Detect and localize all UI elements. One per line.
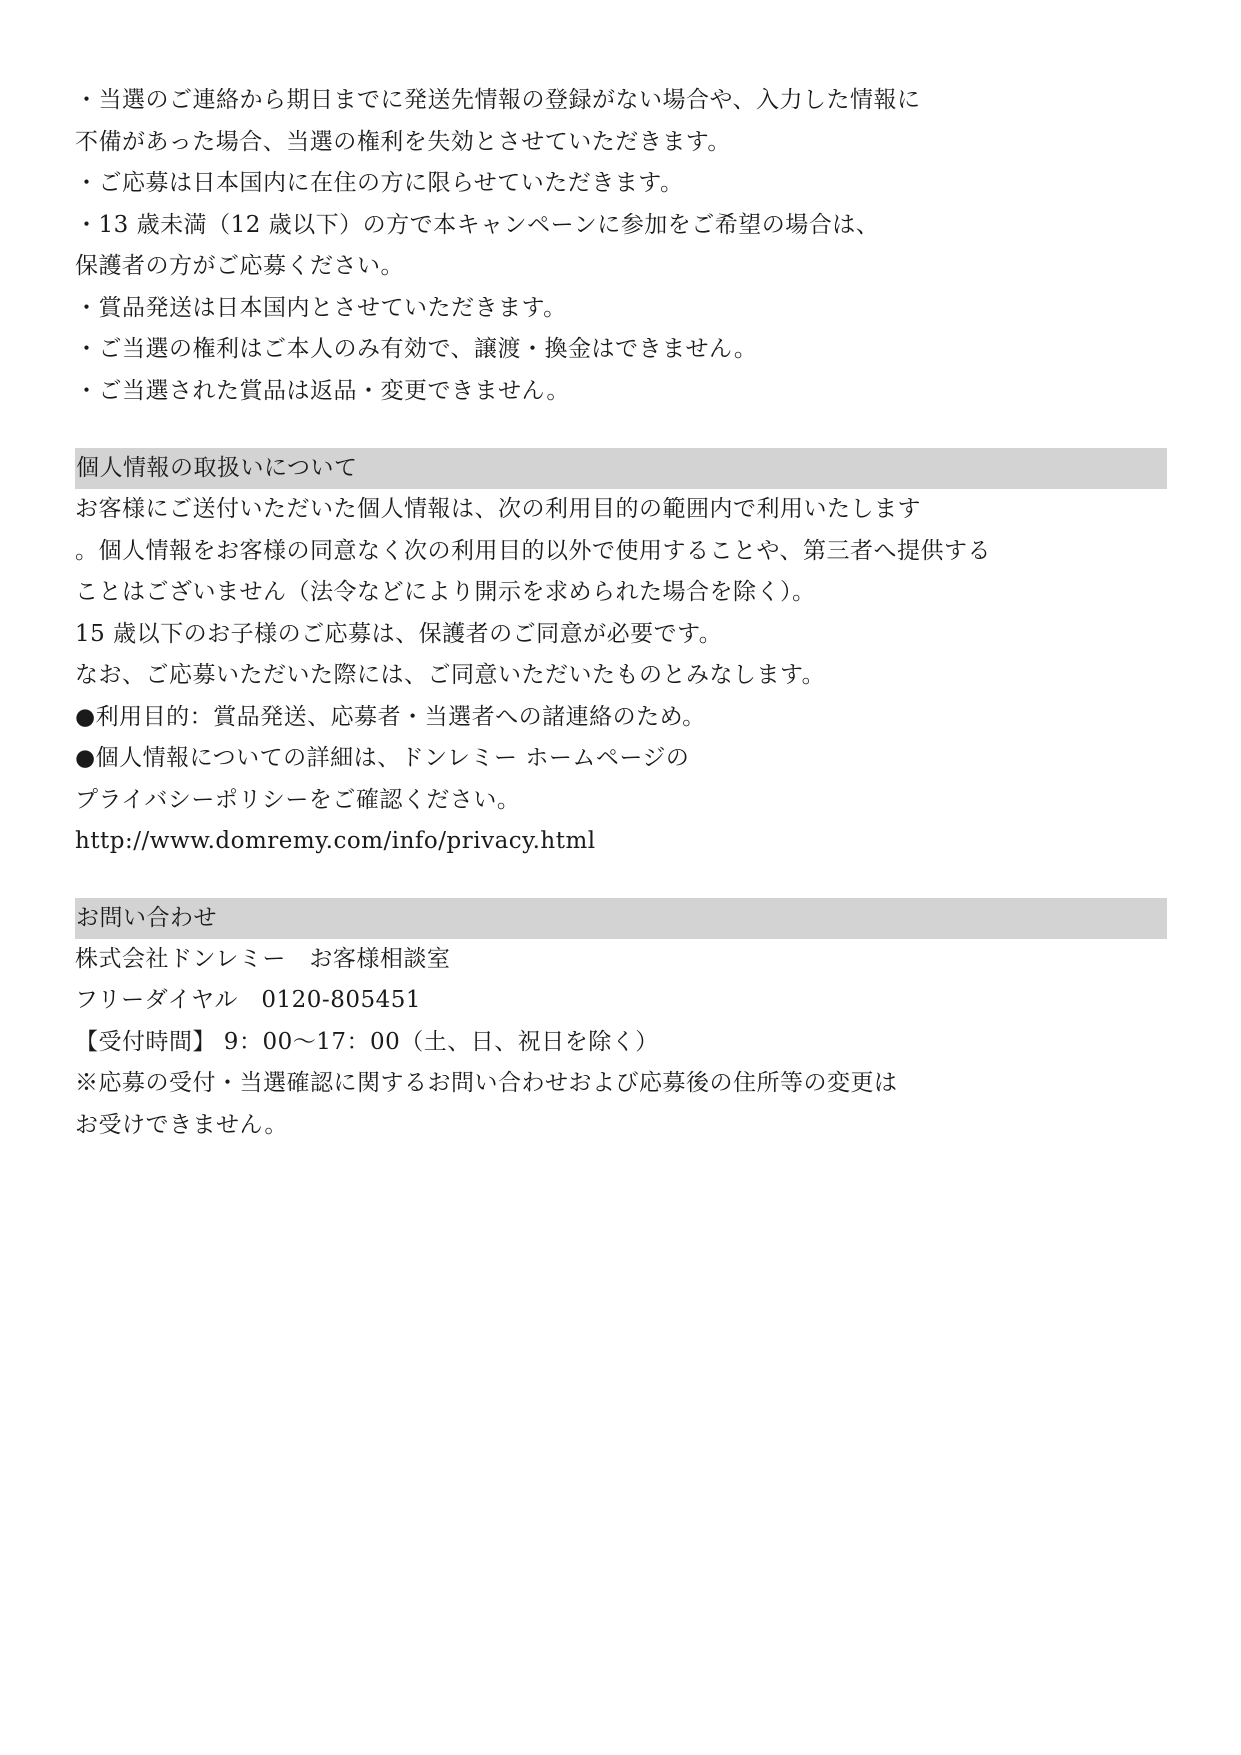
privacy-policy-url: http://www.domremy.com/info/privacy.html [75, 828, 596, 854]
note-line: 不備があった場合、当選の権利を失効とさせていただきます。 [75, 128, 731, 155]
contact-section [75, 898, 1167, 1147]
contact-company: 株式会社ドンレミー お客様相談室 [75, 945, 451, 972]
privacy-heading: 個人情報の取扱いについて [75, 448, 1167, 489]
contact-heading: お問い合わせ [75, 898, 1167, 939]
privacy-section [75, 448, 1167, 863]
privacy-line: なお、ご応募いただいた際には、ご同意いただいたものとみなします。 [75, 662, 826, 688]
privacy-line: ことはございません（法令などにより開示を求められた場合を除く）。 [75, 579, 816, 605]
contact-phone: フリーダイヤル 0120-805451 [75, 987, 421, 1013]
privacy-line: ●利用目的：賞品発送、応募者・当選者への諸連絡のため。 [75, 703, 706, 730]
document-page [75, 80, 1167, 1146]
contact-hours: 【受付時間】 9：00～17：00（土、日、祝日を除く） [75, 1028, 659, 1055]
note-line: 保護者の方がご応募ください。 [75, 253, 404, 279]
note-line: ・賞品発送は日本国内とさせていただきます。 [75, 294, 567, 321]
privacy-line: お客様にご送付いただいた個人情報は、次の利用目的の範囲内で利用いたします [75, 496, 921, 522]
note-line: ・当選のご連絡から期日までに発送先情報の登録がない場合や、入力した情報に [75, 87, 921, 113]
note-line: ・ご当選の権利はご本人のみ有効で、譲渡・換金はできません。 [75, 336, 758, 362]
contact-note: ※応募の受付・当選確認に関するお問い合わせおよび応募後の住所等の変更は [75, 1070, 898, 1096]
privacy-line: 。個人情報をお客様の同意なく次の利用目的以外で使用することや、第三者へ提供する [75, 537, 992, 564]
note-line: ・ご当選された賞品は返品・変更できません。 [75, 377, 570, 404]
note-line: ・ご応募は日本国内に在住の方に限らせていただきます。 [75, 170, 684, 196]
contact-note: お受けできません。 [75, 1111, 288, 1138]
privacy-line: ●個人情報についての詳細は、ドンレミー ホームページの [75, 745, 690, 771]
note-line: ・13 歳未満（12 歳以下）の方で本キャンペーンに参加をご希望の場合は、 [75, 211, 880, 238]
privacy-line: プライバシーポリシーをご確認ください。 [75, 786, 521, 813]
campaign-notes [75, 80, 1167, 412]
privacy-line: 15 歳以下のお子様のご応募は、保護者のご同意が必要です。 [75, 620, 723, 647]
